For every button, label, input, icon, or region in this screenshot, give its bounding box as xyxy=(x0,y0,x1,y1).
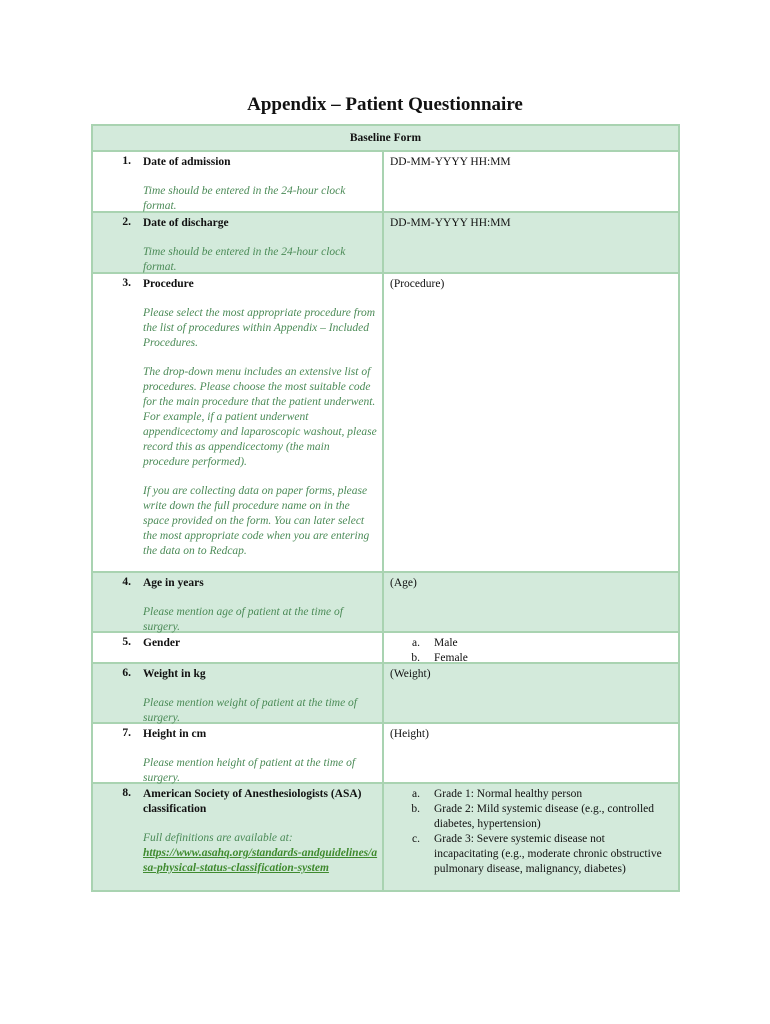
question-number: 7. xyxy=(122,727,131,739)
question-label: Date of admission xyxy=(143,156,231,168)
question-label: Date of discharge xyxy=(143,217,229,229)
form-row-procedure xyxy=(93,274,678,573)
option-grade-3[interactable]: c. Grade 3: Severe systemic disease not incapacitating (e.g., moderate chronic obstructive pulmonary disease, malignancy, diabetes) xyxy=(412,833,662,875)
question-cell xyxy=(93,152,384,211)
question-help: Please mention height of patient at the time of surgery. xyxy=(143,757,356,784)
question-help: Time should be entered in the 24-hour clock format. xyxy=(143,246,346,273)
answer-options xyxy=(384,784,678,890)
form-row-weight xyxy=(93,664,678,724)
question-help: Time should be entered in the 24-hour clock format. xyxy=(143,185,346,212)
question-number: 4. xyxy=(122,576,131,588)
question-number: 3. xyxy=(122,277,131,289)
question-number: 2. xyxy=(122,216,131,228)
question-cell xyxy=(93,724,384,782)
question-cell xyxy=(93,573,384,631)
answer-field[interactable]: DD-MM-YYYY HH:MM xyxy=(390,217,511,229)
question-label: American Society of Anesthesiologists (ASA) classification xyxy=(143,788,362,815)
form-row-age xyxy=(93,573,678,633)
option-grade-2[interactable]: b. Grade 2: Mild systemic disease (e.g., controlled diabetes, hypertension) xyxy=(411,803,655,830)
answer-options xyxy=(384,633,678,662)
form-row-date-of-admission xyxy=(93,152,678,213)
question-cell xyxy=(93,274,384,571)
question-cell xyxy=(93,784,384,890)
question-label: Weight in kg xyxy=(143,668,206,680)
question-label: Age in years xyxy=(143,577,204,589)
form-row-date-of-discharge xyxy=(93,213,678,274)
question-number: 1. xyxy=(122,155,131,167)
answer-field[interactable]: DD-MM-YYYY HH:MM xyxy=(390,156,511,168)
question-label: Gender xyxy=(143,637,181,649)
answer-field[interactable]: (Weight) xyxy=(390,668,431,680)
option-female[interactable]: b. Female xyxy=(411,652,468,664)
form-row-gender xyxy=(93,633,678,664)
question-cell xyxy=(93,664,384,722)
question-number: 6. xyxy=(122,667,131,679)
question-help xyxy=(143,831,378,876)
page-title: Appendix – Patient Questionnaire xyxy=(247,94,523,115)
baseline-form-table xyxy=(91,124,680,892)
option-male[interactable]: a. Male xyxy=(412,637,458,649)
question-number: 8. xyxy=(122,787,131,799)
answer-field[interactable]: (Procedure) xyxy=(390,278,445,290)
question-cell xyxy=(93,633,384,662)
form-header: Baseline Form xyxy=(93,126,678,152)
question-help: Please mention weight of patient at the time of surgery. xyxy=(143,697,357,724)
question-label: Height in cm xyxy=(143,728,207,740)
help-prefix: Full definitions are available at: xyxy=(143,832,293,844)
answer-field[interactable]: (Age) xyxy=(390,577,417,589)
form-row-asa-classification xyxy=(93,784,678,890)
question-number: 5. xyxy=(122,636,131,648)
question-label: Procedure xyxy=(143,278,194,290)
question-cell xyxy=(93,213,384,272)
option-grade-1[interactable]: a. Grade 1: Normal healthy person xyxy=(412,788,583,800)
question-help: Please select the most appropriate procedure from the list of procedures within Appendix – Included Procedures. The drop-down menu includes an extensive list of procedures. Please choose the most suitable code for the main procedure that the patient underwent. For example, if a patient underwent appendicectomy and laparoscopic washout, please record this as appendicectomy (the main procedure performed). If you are collecting data on paper forms, please write down the full procedure name on in the space provided on the form. You can later select the most appropriate code when you are entering the data on to Redcap. xyxy=(143,307,377,557)
question-help: Please mention age of patient at the time of surgery. xyxy=(143,606,343,633)
answer-field[interactable]: (Height) xyxy=(390,728,429,740)
asa-definitions-link[interactable]: https://www.asahq.org/standards-andguidelines/asa-physical-status-classification-system xyxy=(143,847,378,874)
form-row-height xyxy=(93,724,678,784)
